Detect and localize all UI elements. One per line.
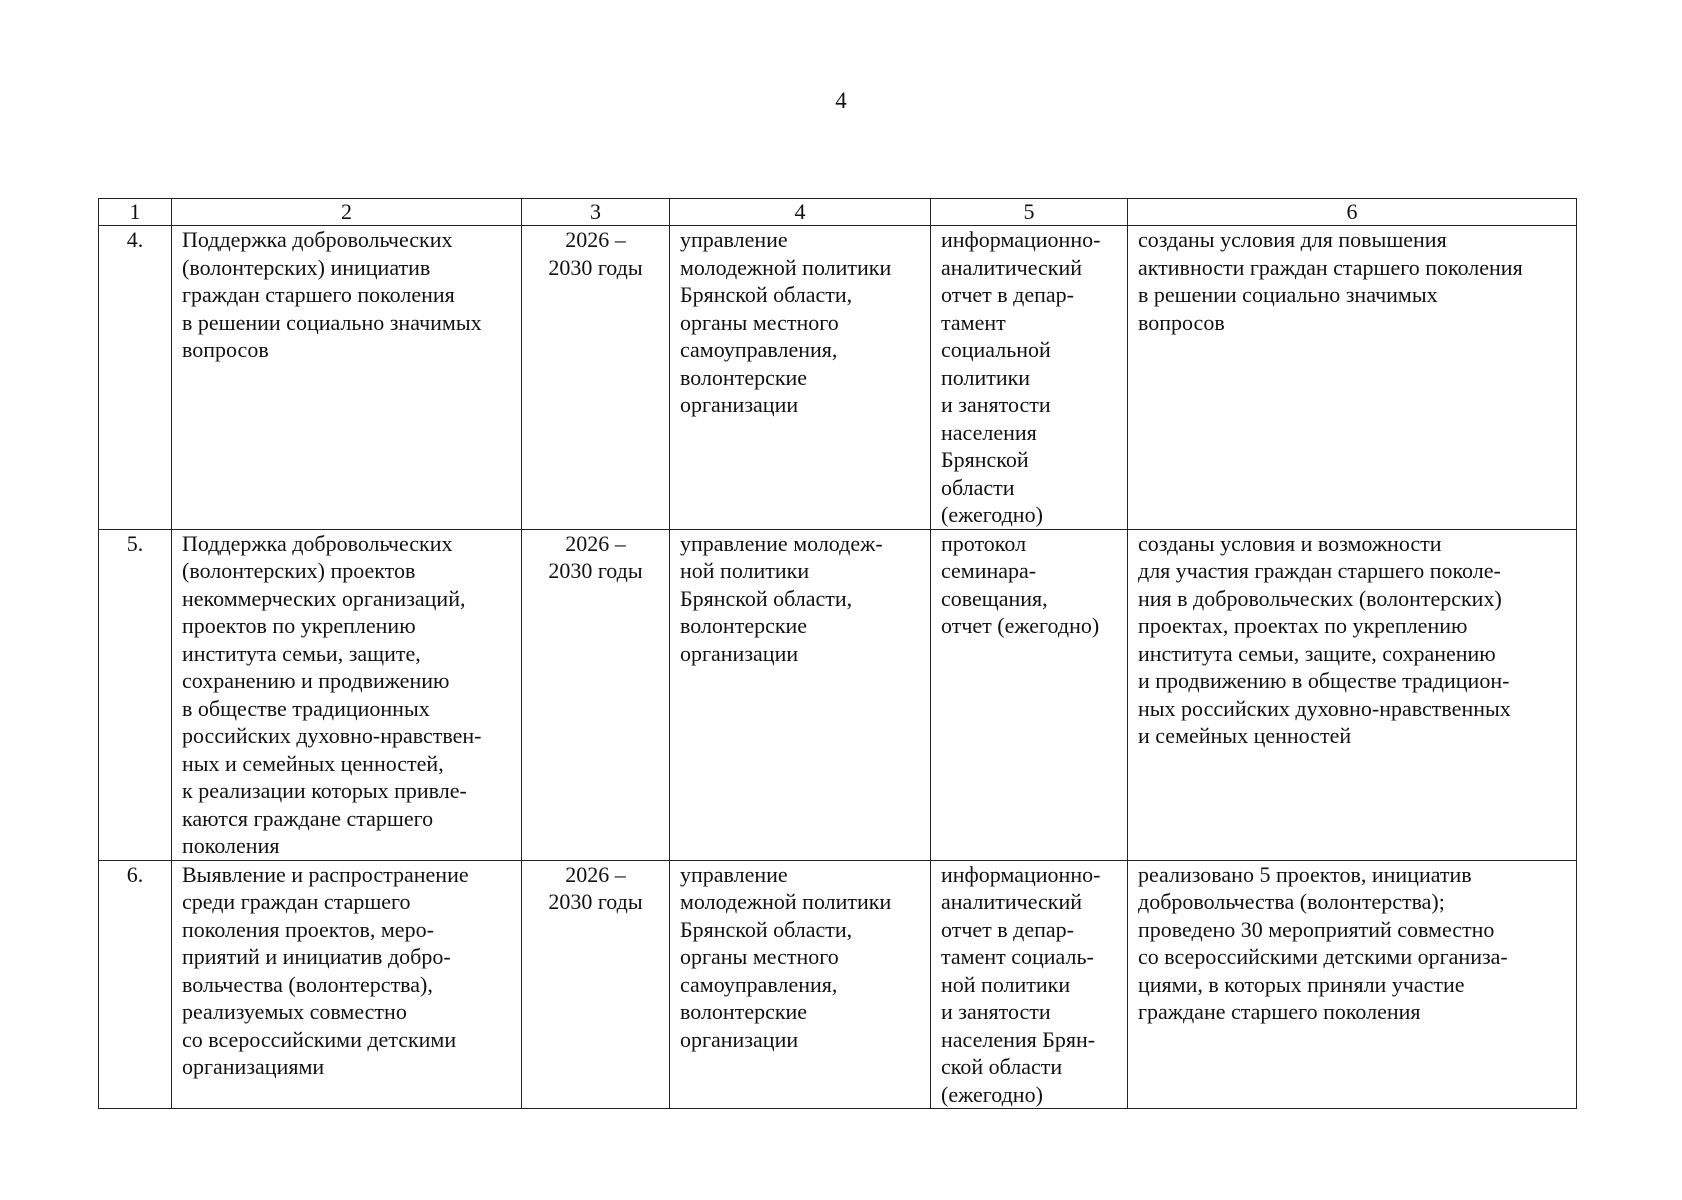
column-header-period: 3 [522,199,670,226]
result-cell: созданы условия и возможности для участия граждан старшего поколе- ния в добровольческих (волонтерских) проектах, проектах по укреплению института семьи, защите, сохранению и продвижению в обществе традицион- ных российских духовно-нравственных и семейных ценностей [1128,529,1577,860]
measure-cell: Выявление и распространение среди граждан старшего поколения проектов, меро- приятий и инициатив добро- вольчества (волонтерства), реализуемых совместно со всероссийскими детскими организациями [172,860,522,1109]
table-row [99,860,1577,1109]
executors-cell: управление молодеж- ной политики Брянской области, волонтерские организации [670,529,931,860]
report-cell: информационно- аналитический отчет в депар- тамент социальной политики и занятости населения Брянской области (ежегодно) [931,226,1128,530]
column-header-measure: 2 [172,199,522,226]
column-header-report: 5 [931,199,1128,226]
table-row [99,529,1577,860]
executors-cell: управление молодежной политики Брянской области, органы местного самоуправления, волонтерские организации [670,860,931,1109]
page-number: 4 [835,88,847,113]
row-number: 4. [99,226,172,530]
row-number: 6. [99,860,172,1109]
period-cell: 2026 – 2030 годы [522,529,670,860]
period-cell: 2026 – 2030 годы [522,860,670,1109]
plan-table [98,198,1577,1109]
column-header-result: 6 [1128,199,1577,226]
table-row [99,226,1577,530]
result-cell: реализовано 5 проектов, инициатив добровольчества (волонтерства); проведено 30 мероприятий совместно со всероссийскими детскими организа- циями, в которых приняли участие граждане старшего поколения [1128,860,1577,1109]
row-number: 5. [99,529,172,860]
column-header-number: 1 [99,199,172,226]
table-header-row [99,199,1577,226]
result-cell: созданы условия для повышения активности граждан старшего поколения в решении социально значимых вопросов [1128,226,1577,530]
report-cell: информационно- аналитический отчет в депар- тамент социаль- ной политики и занятости населения Брян- ской области (ежегодно) [931,860,1128,1109]
report-cell: протокол семинара- совещания, отчет (ежегодно) [931,529,1128,860]
measure-cell: Поддержка добровольческих (волонтерских) проектов некоммерческих организаций, проектов по укреплению института семьи, защите, сохранению и продвижению в обществе традиционных российских духовно-нравствен- ных и семейных ценностей, к реализации которых привле- каются граждане старшего поколения [172,529,522,860]
measure-cell: Поддержка добровольческих (волонтерских) инициатив граждан старшего поколения в решении социально значимых вопросов [172,226,522,530]
executors-cell: управление молодежной политики Брянской области, органы местного самоуправления, волонтерские организации [670,226,931,530]
column-header-executors: 4 [670,199,931,226]
period-cell: 2026 – 2030 годы [522,226,670,530]
